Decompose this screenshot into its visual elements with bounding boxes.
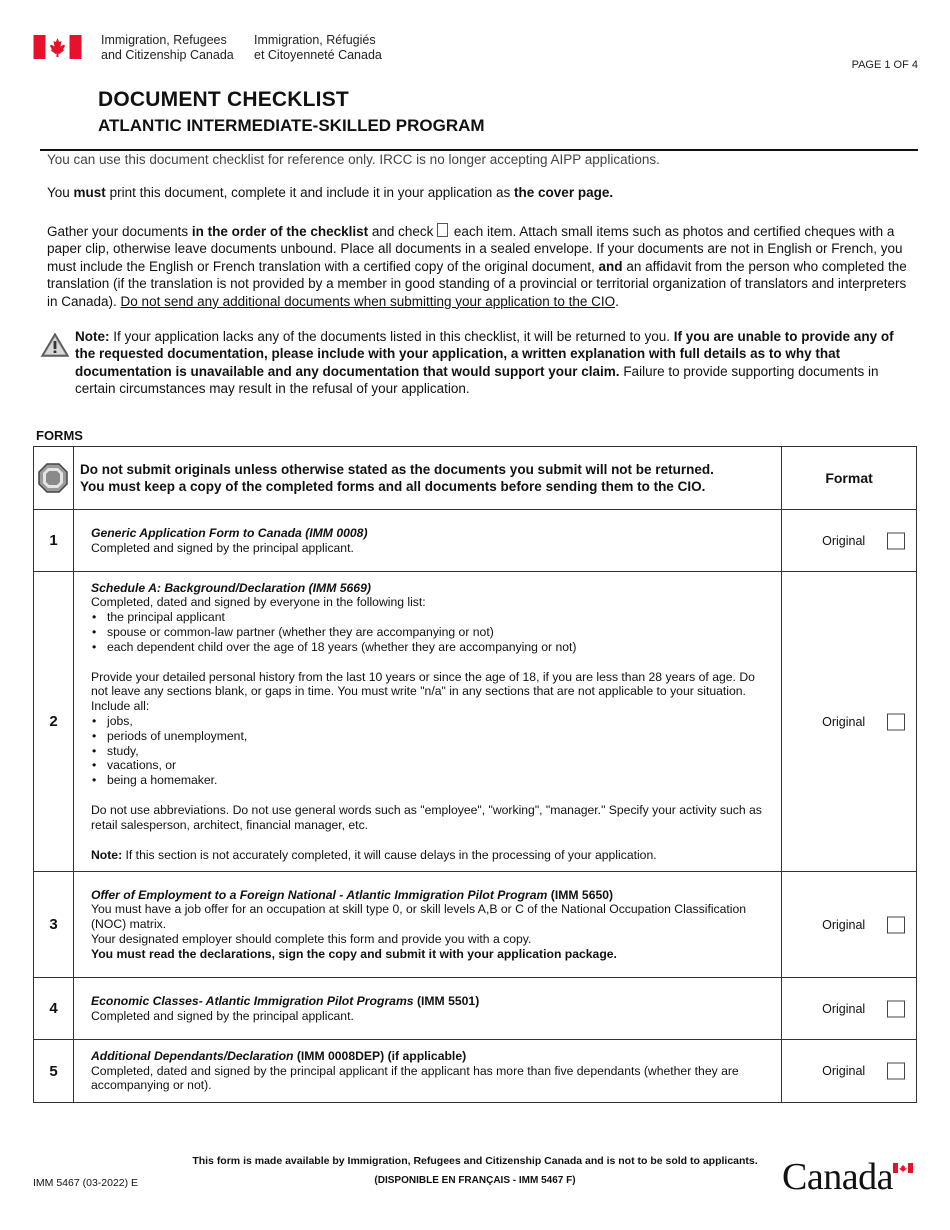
reference-note: You can use this document checklist for reference only. IRCC is no longer accepting AIPP applications. <box>47 152 660 167</box>
item-description: Generic Application Form to Canada (IMM 0008) Completed and signed by the principal applicant. <box>73 510 781 572</box>
item-number: 1 <box>34 510 74 572</box>
item-1-checkbox[interactable] <box>887 532 905 549</box>
warning-triangle-icon <box>40 332 70 358</box>
table-row <box>34 978 917 1040</box>
item-number: 2 <box>34 572 74 872</box>
item-4-checkbox[interactable] <box>887 1000 905 1017</box>
footer-french-availability: (DISPONIBLE EN FRANÇAIS - IMM 5467 F) <box>374 1175 576 1186</box>
item-5-checkbox[interactable] <box>887 1063 905 1080</box>
table-row <box>34 1040 917 1103</box>
wordmark-flag-icon <box>893 1163 913 1173</box>
document-title: DOCUMENT CHECKLIST <box>98 88 349 111</box>
item-description: Economic Classes- Atlantic Immigration Pilot Programs (IMM 5501) Completed and signed by the principal applicant. <box>73 978 781 1040</box>
footer-notice: This form is made available by Immigration, Refugees and Citizenship Canada and is not to be sold to applicants. <box>192 1155 758 1167</box>
item-format: Original <box>782 978 917 1040</box>
history-items-list: • jobs, • periods of unemployment, • study, • vacations, or • being a homemaker. <box>91 714 767 788</box>
table-header-instructions: Do not submit originals unless otherwise stated as the documents you submit will not be returned. You must keep a copy of the completed forms and all documents before sending them to the CIO. <box>73 447 781 510</box>
format-column-header: Format <box>782 447 917 510</box>
item-number: 3 <box>34 872 74 978</box>
header-icon-cell <box>34 447 74 510</box>
table-row <box>34 572 917 872</box>
item-format: Original <box>782 510 917 572</box>
missing-documents-note: Note: If your application lacks any of the documents listed in this checklist, it will be returned to you. If you are unable to provide any of the requested documentation, please include with your application, a written explanation with full details as to why that documentation is unavailable and any documentation that would support your claim. Failure to provide supporting documents in certain circumstances may result in the refusal of your application. <box>75 329 894 397</box>
item-3-checkbox[interactable] <box>887 916 905 933</box>
forms-checklist-table <box>33 446 917 1103</box>
cover-page-instruction: You must print this document, complete it and include it in your application as the cover page. <box>47 185 614 200</box>
checkbox-example-icon <box>437 223 448 237</box>
item-description: Additional Dependants/Declaration (IMM 0008DEP) (if applicable) Completed, dated and signed by the principal applicant if the applicant has more than five dependants (whether they are accompanying or not). <box>73 1040 781 1103</box>
table-header-row <box>34 447 917 510</box>
table-row <box>34 872 917 978</box>
document-subtitle: ATLANTIC INTERMEDIATE-SKILLED PROGRAM <box>98 116 485 135</box>
stop-octagon-icon <box>37 462 69 494</box>
required-signers-list: • the principal applicant • spouse or common-law partner (whether they are accompanying or not) • each dependent child over the age of 18 years (whether they are accompanying or not) <box>91 610 767 654</box>
table-row <box>34 510 917 572</box>
item-2-checkbox[interactable] <box>887 713 905 730</box>
page-number: PAGE 1 OF 4 <box>851 59 918 71</box>
canada-flag-icon <box>33 35 82 59</box>
item-format: Original <box>782 1040 917 1103</box>
canada-wordmark: Canada <box>782 1156 893 1198</box>
section-label-forms: FORMS <box>36 428 83 443</box>
item-description: Offer of Employment to a Foreign National - Atlantic Immigration Pilot Program (IMM 5650) You must have a job offer for an occupation at skill type 0, or skill levels A,B or C of the National Occupation Classification (NOC) matrix. Your designated employer should complete this form and provide you with a copy. You must read the declarations, sign the copy and submit it with your application package. <box>73 872 781 978</box>
page-header <box>33 30 923 70</box>
item-format: Original <box>782 572 917 872</box>
form-code: IMM 5467 (03-2022) E <box>33 1177 139 1189</box>
item-number: 5 <box>34 1040 74 1103</box>
title-divider <box>40 149 918 151</box>
item-number: 4 <box>34 978 74 1040</box>
department-name-french: Immigration, Réfugiés et Citoyenneté Canada <box>254 33 382 62</box>
item-format: Original <box>782 872 917 978</box>
gather-documents-instruction: Gather your documents in the order of the checklist and check each item. Attach small items such as photos and certified cheques with a paper clip, otherwise leave documents unbound. Place all documents in a sealed envelope. If your documents are not in English or French, you must include the English or French translation with a certified copy of the original document, and an affidavit from the person who completed the translation (if the translation is not provided by a member in good standing of a provincial or territorial organization of translators and interpreters in Canada). Do not send any additional documents when submitting your application to the CIO. <box>47 224 907 309</box>
item-description: Schedule A: Background/Declaration (IMM 5669) Completed, dated and signed by everyone in the following list: • the principal applicant • spouse or common-law partner (whether they are accompanying or not) • each dependent child over the age of 18 years (whether they are accompanying or not) Provide your detailed personal history from the last 10 years or since the age of 18, if you are less than 28 years of age. Do not leave any sections blank, or gaps in time. You must write "n/a" in any sections that are not applicable to your situation. Include all: • jobs, • periods of unemployment, • study, • vacations, or • being a homemaker. Do not use abbreviations. Do not use general words such as "employee", "working", "manager." Specify your activity such as retail salesperson, architect, financial manager, etc. Note: If this section is not accurately completed, it will cause delays in the processing of your application. <box>73 572 781 872</box>
department-name-english: Immigration, Refugees and Citizenship Canada <box>101 33 234 62</box>
